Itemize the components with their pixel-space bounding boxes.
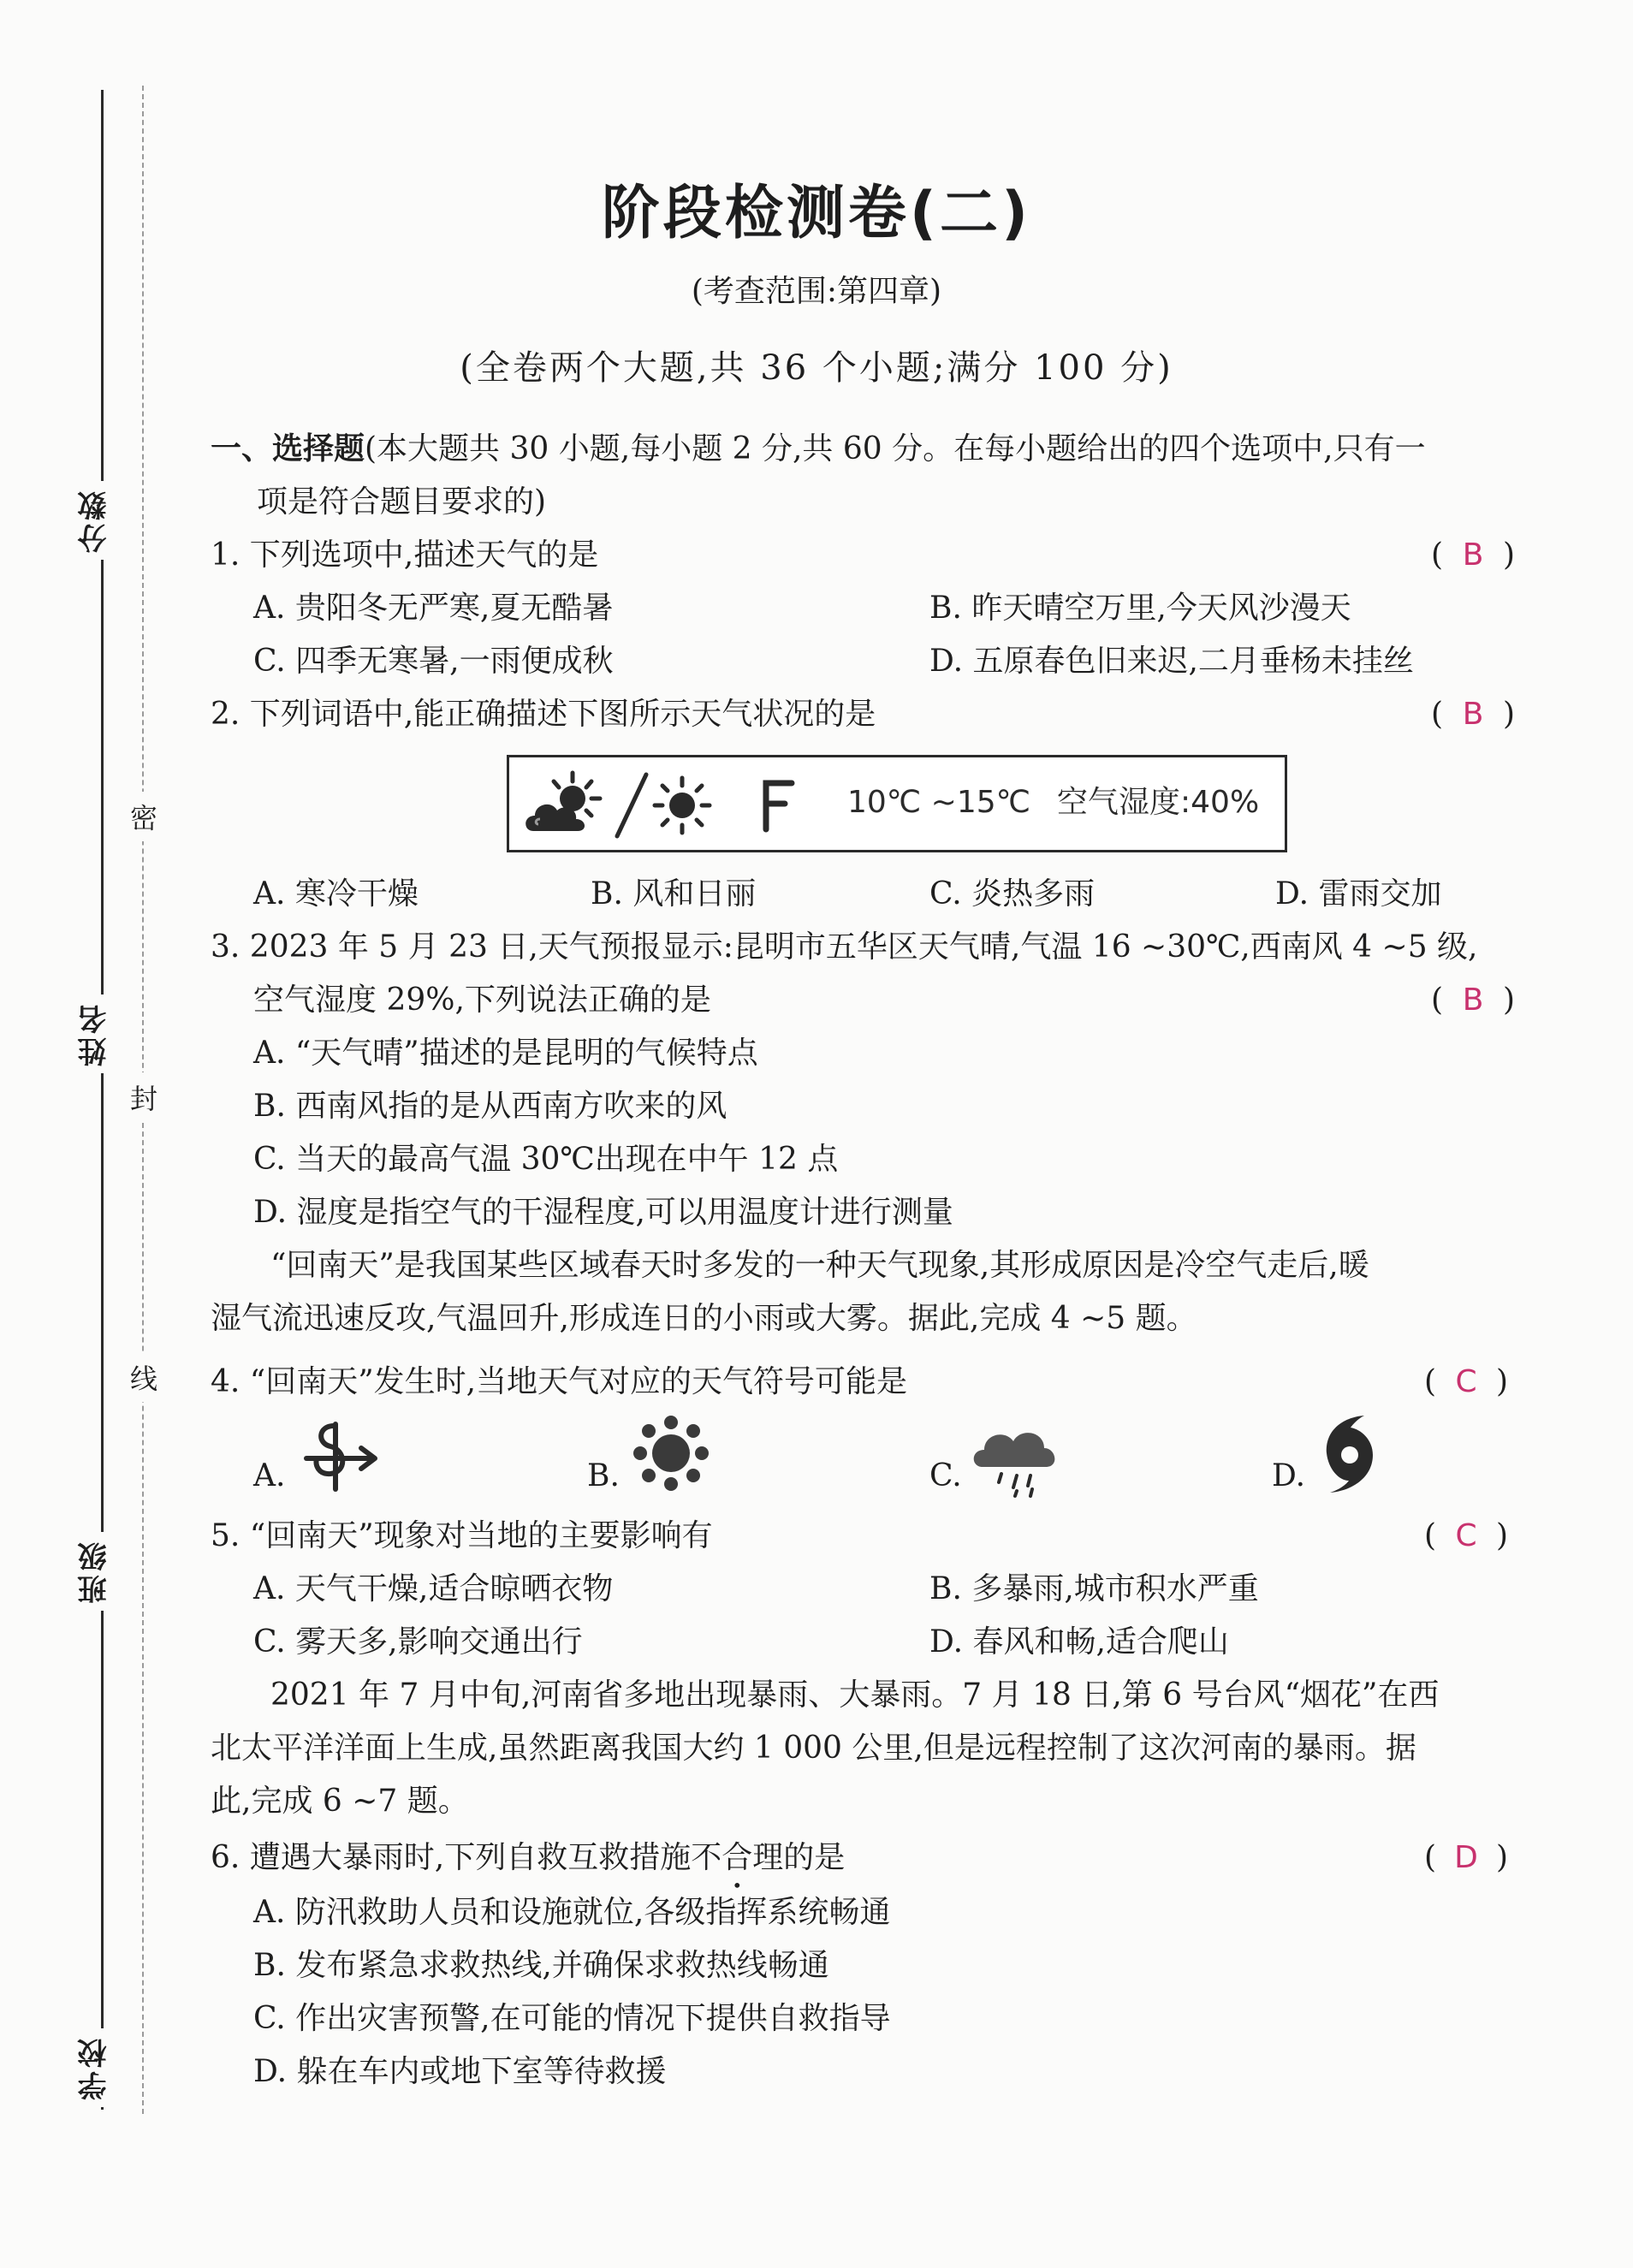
seal-char-xian: 线 xyxy=(127,1352,161,1402)
q1-answer: ( B ) xyxy=(1431,534,1515,577)
passage-2-line-3: 此,完成 6 ~7 题。 xyxy=(211,1784,469,1819)
q2-stem: 2. 下列词语中,能正确描述下图所示天气状况的是 xyxy=(211,697,876,732)
q1-option-a: A. 贵阳冬无严寒,夏无酷暑 xyxy=(253,591,614,626)
passage-1-line-1: “回南天”是我国某些区域春天时多发的一种天气现象,其形成原因是冷空气走后,暖 xyxy=(270,1248,1369,1283)
q4-stem: 4. “回南天”发生时,当地天气对应的天气符号可能是 xyxy=(211,1364,908,1399)
q1-option-c: C. 四季无寒暑,一雨便成秋 xyxy=(253,644,614,679)
rain-icon xyxy=(971,1422,1065,1499)
score-label: 分数 xyxy=(74,481,125,560)
q3-option-a: A. “天气晴”描述的是昆明的气候特点 xyxy=(253,1036,758,1071)
name-label: 姓名 xyxy=(74,994,125,1073)
q4-answer: ( C ) xyxy=(1424,1361,1508,1404)
passage-1-line-2: 湿气流迅速反攻,气温回升,形成连日的小雨或大雾。据此,完成 4 ~5 题。 xyxy=(211,1301,1197,1336)
weather-figure xyxy=(507,755,1287,852)
q5-stem: 5. “回南天”现象对当地的主要影响有 xyxy=(211,1518,713,1553)
school-label: 学校 xyxy=(74,2028,125,2107)
passage-2-line-1: 2021 年 7 月中旬,河南省多地出现暴雨、大暴雨。7 月 18 日,第 6 号台风“烟花”在西 xyxy=(270,1677,1440,1713)
q4-option-c: C. xyxy=(929,1458,962,1493)
page-title: 阶段检测卷(二) xyxy=(601,180,1032,247)
q5-option-c: C. 雾天多,影响交通出行 xyxy=(253,1624,583,1659)
q2-option-d: D. 雷雨交加 xyxy=(1275,876,1442,911)
sandstorm-icon xyxy=(298,1421,383,1498)
q1-option-b: B. 昨天晴空万里,今天风沙漫天 xyxy=(929,591,1351,626)
q2-answer-letter: B xyxy=(1462,697,1484,732)
q3-stem-1: 3. 2023 年 5 月 23 日,天气预报显示:昆明市五华区天气晴,气温 16 ~30℃,西南风 4 ~5 级, xyxy=(211,929,1478,965)
section-intro-2: 项是符合题目要求的) xyxy=(257,484,547,520)
sunny-icon xyxy=(632,1414,710,1493)
q2-answer: ( B ) xyxy=(1431,693,1515,736)
q5-option-d: D. 春风和畅,适合爬山 xyxy=(929,1624,1229,1659)
class-label: 班级 xyxy=(74,1532,125,1611)
q3-option-d: D. 湿度是指空气的干湿程度,可以用温度计进行测量 xyxy=(253,1195,953,1230)
q4-answer-letter: C xyxy=(1455,1364,1477,1399)
section-intro: (本大题共 30 小题,每小题 2 分,共 60 分。在每小题给出的四个选项中,只有一 xyxy=(365,431,1426,466)
q6-answer-letter: D xyxy=(1454,1840,1478,1875)
q6-option-a: A. 防汛救助人员和设施就位,各级指挥系统畅通 xyxy=(253,1895,891,1930)
q3-answer: ( B ) xyxy=(1431,979,1515,1022)
section-heading-line xyxy=(211,428,1426,471)
slash-divider xyxy=(610,769,653,841)
q5-option-b: B. 多暴雨,城市积水严重 xyxy=(929,1571,1259,1606)
q5-option-a: A. 天气干燥,适合晾晒衣物 xyxy=(253,1571,614,1606)
seal-char-feng: 封 xyxy=(127,1072,161,1122)
temperature-text: 10℃ ~15℃ xyxy=(847,785,1031,820)
wind-force-icon xyxy=(759,778,797,833)
exam-scope: (考查范围:第四章) xyxy=(691,274,942,309)
q2-option-a: A. 寒冷干燥 xyxy=(253,876,419,911)
q4-option-b: B. xyxy=(587,1458,620,1493)
q6-stem: 6. 遭遇大暴雨时,下列自救互救措施不合理的是 xyxy=(211,1840,846,1875)
q3-option-b: B. 西南风指的是从西南方吹来的风 xyxy=(253,1089,727,1124)
q3-answer-letter: B xyxy=(1462,983,1484,1018)
q6-answer: ( D ) xyxy=(1424,1837,1508,1879)
q2-option-b: B. 风和日丽 xyxy=(591,876,757,911)
q6-option-b: B. 发布紧急求救热线,并确保求救热线畅通 xyxy=(253,1948,829,1983)
q1-stem: 1. 下列选项中,描述天气的是 xyxy=(211,537,599,573)
exam-note: (全卷两个大题,共 36 个小题;满分 100 分) xyxy=(460,348,1173,388)
q3-stem-2: 空气湿度 29%,下列说法正确的是 xyxy=(253,983,711,1018)
humidity-text: 空气湿度:40% xyxy=(1057,785,1260,820)
q2-option-c: C. 炎热多雨 xyxy=(929,876,1096,911)
q3-option-c: C. 当天的最高气温 30℃出现在中午 12 点 xyxy=(253,1142,839,1177)
partly-cloudy-icon xyxy=(521,769,607,841)
q6-option-d: D. 躲在车内或地下室等待救援 xyxy=(253,2054,667,2089)
seal-char-mi: 密 xyxy=(127,792,161,841)
q4-option-a: A. xyxy=(253,1458,286,1493)
section-heading: 一、选择题 xyxy=(211,431,365,466)
q1-option-d: D. 五原春色旧来迟,二月垂杨未挂丝 xyxy=(929,644,1414,679)
q1-answer-letter: B xyxy=(1462,537,1484,573)
binding-line xyxy=(101,90,104,2110)
passage-2-line-2: 北太平洋洋面上生成,虽然距离我国大约 1 000 公里,但是远程控制了这次河南的暴雨。据 xyxy=(211,1731,1416,1766)
emphasis-not-reasonable: 不合理 xyxy=(691,1840,784,1875)
q5-answer: ( C ) xyxy=(1424,1515,1508,1558)
typhoon-icon xyxy=(1316,1412,1381,1494)
sun-icon xyxy=(651,775,713,836)
q5-answer-letter: C xyxy=(1455,1518,1477,1553)
q4-option-d: D. xyxy=(1272,1458,1306,1493)
q6-option-c: C. 作出灾害预警,在可能的情况下提供自救指导 xyxy=(253,2001,891,2036)
